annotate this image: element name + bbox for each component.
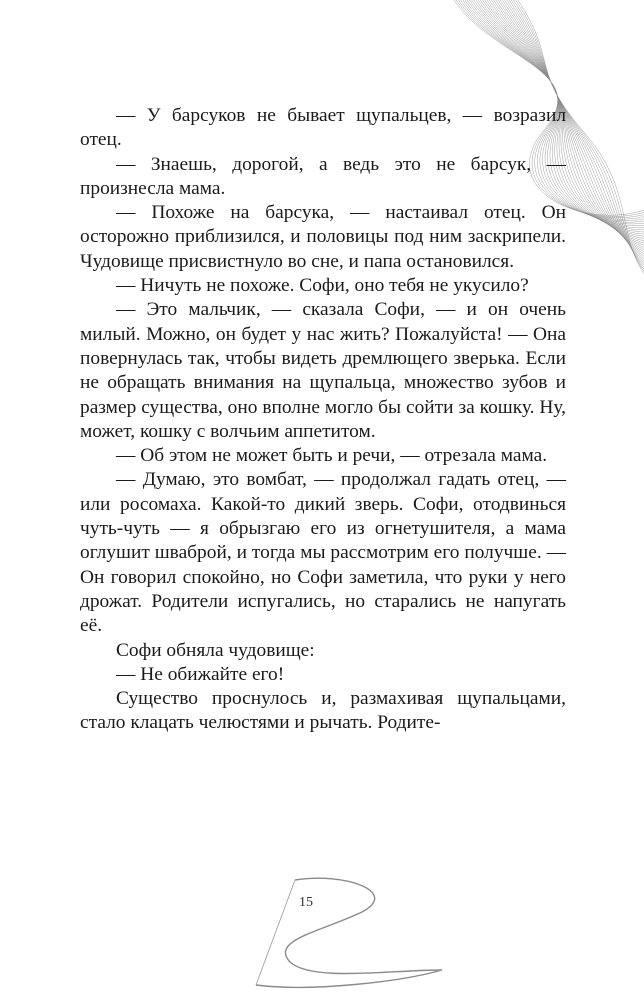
paragraph: — Ничуть не похоже. Софи, оно тебя не укусило?	[116, 275, 529, 297]
page-number: 15	[299, 895, 313, 910]
paragraph: — Об этом не может быть и речи, — отрезала мама.	[116, 445, 548, 467]
paragraph: — Похоже на барсука, — настаивал отец. Он осторожно приблизился, и половицы под ним заскрипели. Чудовище присвистнуло во сне, и папа остановился.	[80, 202, 566, 272]
paragraph: — Знаешь, дорогой, а ведь это не барсук, — произнесла мама.	[80, 153, 566, 199]
paragraph: — Это мальчик, — сказала Софи, — и он очень милый. Можно, он будет у нас жить? Пожалуйста! — Она повернулась так, чтобы видеть дремлющего зверька. Если не обращать внимания на щупальца, множество зубов и размер существа, оно вполне могло бы сойти за кошку. Ну, может, кошку с волчьим аппетитом.	[80, 299, 566, 442]
paragraph: Существо проснулось и, размахивая щупальцами, стало клацать челюстями и рычать. Родите-	[80, 688, 566, 734]
paragraph: — У барсуков не бывает щупальцев, — возразил отец.	[80, 105, 566, 151]
book-page-text	[80, 104, 566, 736]
paragraph: Софи обняла чудовище:	[116, 639, 315, 661]
decorative-swirl-line	[250, 870, 450, 1000]
paragraph: — Думаю, это вомбат, — продолжал гадать отец, — или росомаха. Какой-то дикий зверь. Софи, отодвинься чуть-чуть — я обрызгаю его из огнетушителя, а мама оглушит шваброй, и тогда мы рассмотрим его получше. — Он говорил спокойно, но Софи заметила, что руки у него дрожат. Родители испугались, но старались не напугать её.	[80, 469, 566, 637]
paragraph: — Не обижайте его!	[116, 663, 285, 685]
